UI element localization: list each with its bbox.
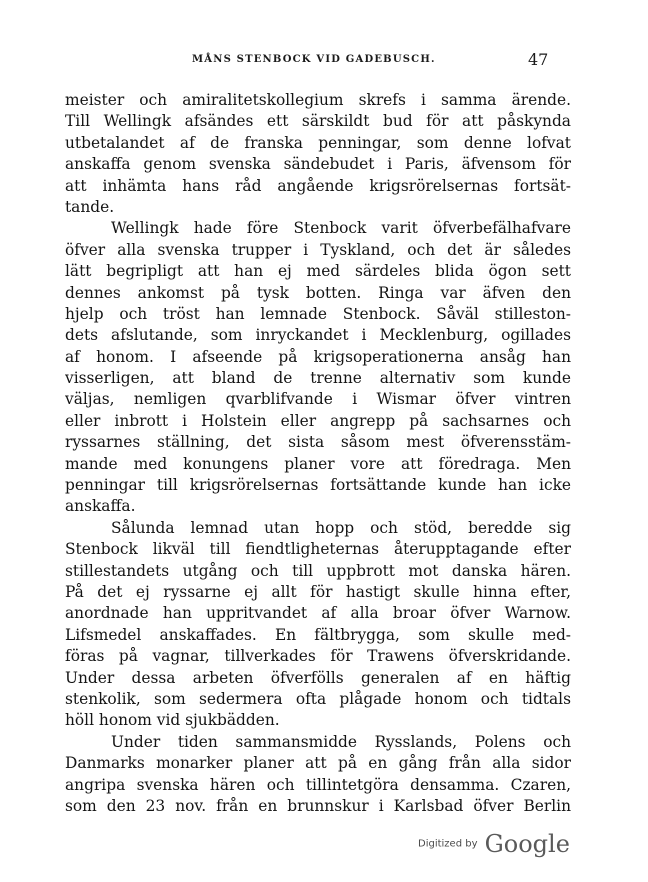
text-line: Lifsmedel anskaffades. En fältbrygga, som skulle med- bbox=[65, 625, 571, 644]
text-line: meister och amiralitetskollegium skrefs i samma ärende. bbox=[65, 91, 571, 109]
text-line: att inhämta hans råd angående krigsrörelsernas fortsät- bbox=[65, 176, 571, 195]
paragraph-start: Sålunda lemnad utan hopp och stöd, beredde sig bbox=[111, 518, 571, 537]
text-line: visserligen, att bland de trenne alternativ som kunde bbox=[65, 369, 571, 388]
running-title: MÅNS STENBOCK VID GADEBUSCH. bbox=[192, 54, 436, 65]
text-line: Till Wellingk afsändes ett särskildt bud för att påskynda bbox=[65, 112, 571, 131]
text-line: penningar till krigsrörelsernas fortsättande kunde han icke bbox=[65, 476, 571, 495]
text-line: anskaffa. bbox=[65, 497, 136, 516]
text-line: utbetalandet af de franska penningar, som denne lofvat bbox=[65, 133, 571, 152]
text-line: anordnade han uppritvandet af alla broar öfver Warnow. bbox=[65, 604, 571, 623]
digitized-label: Digitized by bbox=[418, 838, 478, 850]
text-line: höll honom vid sjukbädden. bbox=[65, 711, 280, 730]
text-line: Under dessa arbeten öfverfölls generalen af en häftig bbox=[65, 668, 571, 687]
text-line: ryssarnes ställning, det sista såsom mest öfverensstäm- bbox=[65, 433, 571, 452]
google-wordmark: Google bbox=[484, 830, 570, 858]
text-line: lätt begripligt att han ej med särdeles blida ögon sett bbox=[65, 262, 571, 281]
text-line: stenkolik, som sedermera ofta plågade honom och tidtals bbox=[65, 689, 571, 708]
text-line: mande med konungens planer vore att föredraga. Men bbox=[65, 454, 571, 473]
text-line: Stenbock likväl till fiendtligheternas återupptagande efter bbox=[65, 540, 571, 559]
digitized-by-footer bbox=[418, 830, 570, 858]
text-line: föras på vagnar, tillverkades för Trawens öfverskridande. bbox=[65, 647, 571, 666]
text-line: tande. bbox=[65, 197, 115, 216]
text-line: hjelp och tröst han lemnade Stenbock. Såväl stilleston- bbox=[65, 304, 571, 323]
text-line: öfver alla svenska trupper i Tyskland, och det är således bbox=[65, 240, 571, 259]
page-number: 47 bbox=[528, 50, 549, 69]
text-line: stillestandets utgång och till uppbrott mot danska hären. bbox=[65, 561, 571, 580]
text-line: dets afslutande, som inryckandet i Mecklenburg, ogillades bbox=[65, 326, 571, 345]
body-text bbox=[65, 90, 571, 817]
text-line: På det ej ryssarne ej allt för hastigt skulle hinna efter, bbox=[65, 582, 571, 601]
running-head bbox=[0, 50, 648, 70]
text-line: af honom. I afseende på krigsoperationerna ansåg han bbox=[65, 347, 571, 366]
text-line: angripa svenska hären och tillintetgöra densamma. Czaren, bbox=[65, 775, 571, 794]
paragraph-start: Under tiden sammansmidde Rysslands, Polens och bbox=[111, 732, 571, 751]
text-line: eller inbrott i Holstein eller angrepp på sachsarnes och bbox=[65, 411, 571, 430]
text-line: anskaffa genom svenska sändebudet i Paris, äfvensom för bbox=[65, 155, 571, 174]
text-line: som den 23 nov. från en brunnskur i Karlsbad öfver Berlin bbox=[65, 796, 571, 815]
paragraph-start: Wellingk hade före Stenbock varit öfverbefälhafvare bbox=[111, 219, 571, 238]
text-line: Danmarks monarker planer att på en gång från alla sidor bbox=[65, 754, 571, 773]
text-line: väljas, nemligen qvarblifvande i Wismar öfver vintren bbox=[65, 390, 571, 409]
text-line: dennes ankomst på tysk botten. Ringa var äfven den bbox=[65, 283, 571, 302]
